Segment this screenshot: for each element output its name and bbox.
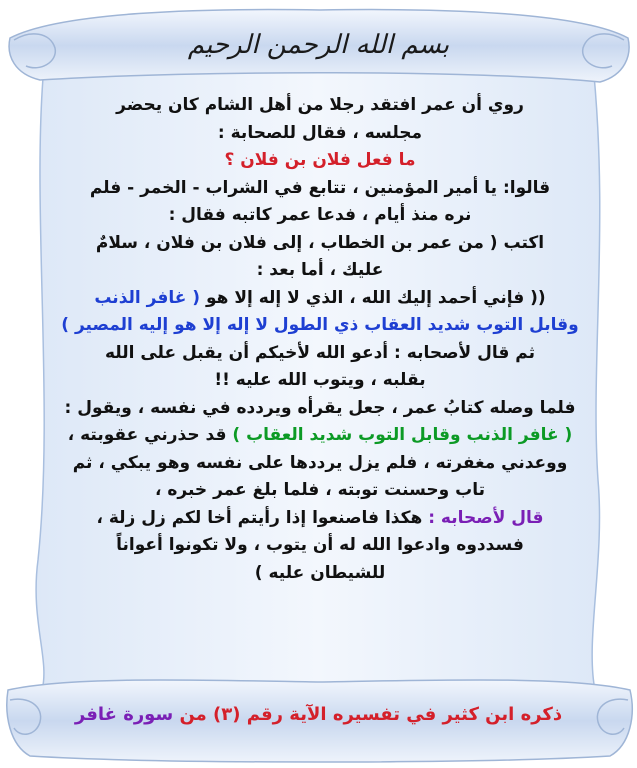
- text-segment: اكتب ( من عمر بن الخطاب ، إلى فلان بن فلان ، سلامٌ: [95, 232, 545, 253]
- text-segment: تاب وحسنت توبته ، فلما بلغ عمر خبره ،: [154, 480, 485, 500]
- text-segment: (( فإني أحمد إليك الله ، الذي لا إله إلا هو: [200, 287, 546, 308]
- text-line: [40, 230, 600, 258]
- text-line: [40, 367, 600, 395]
- text-segment: عليك ، أما بعد :: [256, 260, 384, 280]
- text-line: [40, 285, 600, 313]
- text-line: [40, 477, 600, 505]
- text-segment: قالوا: يا أمير المؤمنين ، تتابع في الشراب - الخمر - فلم: [89, 177, 551, 198]
- text-segment: ما فعل فلان بن فلان ؟: [224, 150, 416, 170]
- text-line: [40, 147, 600, 175]
- source-citation: [0, 704, 637, 725]
- text-line: [40, 422, 600, 450]
- text-line: [40, 202, 600, 230]
- text-line: [40, 120, 600, 148]
- text-segment: روي أن عمر افتقد رجلا من أهل الشام كان يحضر: [116, 95, 524, 115]
- text-segment: فلما وصله كتابُ عمر ، جعل يقرأه ويردده في نفسه ، ويقول :: [64, 397, 576, 418]
- text-line: [40, 560, 600, 588]
- basmala-calligraphy: بسم الله الرحمن الرحيم: [187, 30, 450, 60]
- citation-text: ذكره ابن كثير في تفسيره الآية رقم (٣) من: [173, 704, 563, 725]
- text-segment: فسددوه وادعوا الله له أن يتوب ، ولا تكونوا أعواناً: [116, 535, 524, 555]
- text-segment: بقلبه ، ويتوب الله عليه !!: [214, 370, 426, 390]
- text-segment: للشيطان عليه ): [254, 562, 386, 583]
- text-line: [40, 92, 600, 120]
- text-segment: هكذا فاصنعوا إذا رأيتم أخا لكم زل زلة ،: [96, 507, 423, 528]
- text-segment: ( غافر الذنب وقابل التوب شديد العقاب ): [226, 425, 573, 445]
- text-segment: وقابل التوب شديد العقاب ذي الطول لا إله إلا هو إليه المصير ): [61, 315, 579, 335]
- story-text: [40, 92, 600, 587]
- text-line: [40, 257, 600, 285]
- text-line: [40, 312, 600, 340]
- text-line: [40, 532, 600, 560]
- text-line: [40, 175, 600, 203]
- text-segment: قال لأصحابه :: [422, 507, 544, 528]
- text-line: [40, 395, 600, 423]
- text-line: [40, 505, 600, 533]
- text-segment: مجلسه ، فقال للصحابة :: [217, 122, 423, 143]
- text-segment: ( غافر الذنب: [94, 287, 201, 308]
- surah-name: سورة غافر: [74, 704, 174, 725]
- text-segment: ثم قال لأصحابه : أدعو الله لأخيكم أن يقبل على الله: [104, 342, 535, 363]
- text-segment: قد حذرني عقوبته ،: [67, 425, 227, 445]
- text-line: [40, 340, 600, 368]
- text-segment: نره منذ أيام ، فدعا عمر كاتبه فقال :: [168, 205, 472, 225]
- text-line: [40, 450, 600, 478]
- text-segment: ووعدني مغفرته ، فلم يزل يرددها على نفسه وهو يبكي ، ثم: [72, 452, 568, 473]
